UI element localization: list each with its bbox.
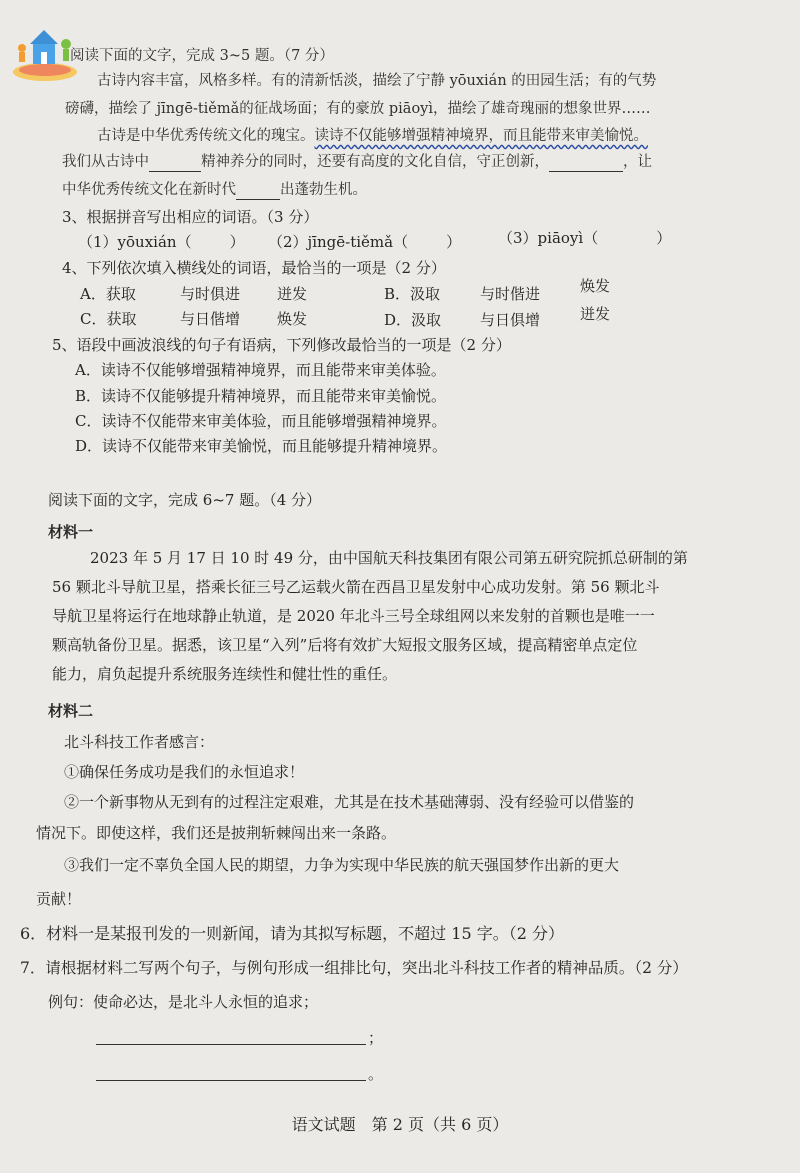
q7-line-end: ； xyxy=(368,1029,384,1047)
q7-answer-line-2[interactable] xyxy=(96,1080,366,1081)
q3-item-bracket: ） xyxy=(656,229,672,247)
material-2-quote: ①确保任务成功是我们的永恒追求！ xyxy=(64,763,305,781)
q4-option-a[interactable] xyxy=(80,283,308,304)
q4-option-d[interactable] xyxy=(384,305,611,330)
passage-text: 精神养分的同时，还要有高度的文化自信，守正创新， xyxy=(201,154,549,170)
material-1-line: 56 颗北斗导航卫星，搭乘长征三号乙运载火箭在西昌卫星发射中心成功发射。第 56 颗北斗 xyxy=(52,578,660,596)
q3-item-bracket: ） xyxy=(446,233,462,251)
passage-text: ，让 xyxy=(623,154,652,170)
q4-option-b[interactable] xyxy=(384,277,611,304)
material-1-line: 导航卫星将运行在地球静止轨道，是 2020 年北斗三号全球组网以来发射的首颗也是唯一一 xyxy=(52,607,655,625)
option-word: 焕发 xyxy=(580,277,611,295)
option-word: 焕发 xyxy=(277,310,308,328)
option-word: 与日俱增 xyxy=(480,311,541,329)
question-3-stem: 3、根据拼音写出相应的词语。（3 分） xyxy=(62,208,319,226)
q5-option-d[interactable]: D．读诗不仅能带来审美愉悦，而且能够提升精神境界。 xyxy=(75,437,448,455)
q7-answer-line-1[interactable] xyxy=(96,1044,366,1045)
option-word: 迸发 xyxy=(277,285,308,303)
section2-intro: 阅读下面的文字，完成 6~7 题。（4 分） xyxy=(48,491,322,509)
section1-intro: 阅读下面的文字，完成 3~5 题。（7 分） xyxy=(70,48,334,64)
material-1-line: 能力，肩负起提升系统服务连续性和健壮性的重任。 xyxy=(52,665,398,683)
q5-option-c[interactable]: C．读诗不仅能带来审美体验，而且能够增强精神境界。 xyxy=(75,412,447,430)
wavy-underlined-sentence: 读诗不仅能够增强精神境界，而且能带来审美愉悦。 xyxy=(314,128,648,144)
option-label: C．获取 xyxy=(80,310,137,328)
question-4-stem: 4、下列依次填入横线处的词语，最恰当的一项是（2 分） xyxy=(62,259,446,277)
material-2-quote: ②一个新事物从无到有的过程注定艰难，尤其是在技术基础薄弱、没有经验可以借鉴的 xyxy=(64,793,635,811)
option-label: D．汲取 xyxy=(384,311,442,329)
question-6-stem: 6．材料一是某报刊发的一则新闻，请为其拟写标题，不超过 15 字。（2 分） xyxy=(20,924,564,943)
q3-item-label: （3）piāoyì（ xyxy=(498,229,599,247)
fill-blank[interactable] xyxy=(549,155,623,172)
q7-example: 例句：使命必达，是北斗人永恒的追求； xyxy=(48,993,319,1011)
passage-text: 我们从古诗中 xyxy=(62,154,149,170)
passage-text: 中华优秀传统文化在新时代 xyxy=(62,182,236,198)
page-footer: 语文试题 第 2 页（共 6 页） xyxy=(291,1115,509,1134)
q3-item-bracket: ） xyxy=(229,233,245,251)
material-2-title: 材料二 xyxy=(48,702,94,720)
passage-line xyxy=(97,126,648,146)
fill-blank[interactable] xyxy=(236,183,280,200)
material-1-title: 材料一 xyxy=(48,523,94,541)
q3-item-2 xyxy=(268,232,461,252)
option-word: 与时偕进 xyxy=(480,285,541,303)
passage-line: 古诗内容丰富，风格多样。有的清新恬淡，描绘了宁静 yōuxián 的田园生活；有的气势 xyxy=(97,73,657,89)
question-5-stem: 5、语段中画波浪线的句子有语病，下列修改最恰当的一项是（2 分） xyxy=(52,336,511,354)
option-word: 与日偕增 xyxy=(180,310,241,328)
material-2-heading: 北斗科技工作者感言： xyxy=(64,733,215,751)
option-word: 与时俱进 xyxy=(180,285,241,303)
passage-line xyxy=(62,180,367,200)
option-word: 迸发 xyxy=(580,305,611,323)
passage-text: 出蓬勃生机。 xyxy=(280,182,367,198)
q3-item-1 xyxy=(78,232,245,252)
passage-text: 古诗是中华优秀传统文化的瑰宝。 xyxy=(97,128,315,144)
question-7-stem: 7．请根据材料二写两个句子，与例句形成一组排比句，突出北斗科技工作者的精神品质。（2 分） xyxy=(20,959,688,977)
q3-item-3 xyxy=(498,228,671,248)
q5-option-a[interactable]: A．读诗不仅能够增强精神境界，而且能带来审美体验。 xyxy=(75,361,446,379)
q3-item-label: （1）yōuxián（ xyxy=(78,233,192,251)
passage-line: 磅礴，描绘了 jīngē-tiěmǎ的征战场面；有的豪放 piāoyì，描绘了雄奇瑰丽的想象世界…… xyxy=(65,101,651,117)
passage-line xyxy=(62,152,652,172)
fill-blank[interactable] xyxy=(149,155,201,172)
material-1-line: 2023 年 5 月 17 日 10 时 49 分，由中国航天科技集团有限公司第五研究院抓总研制的第 xyxy=(90,549,688,567)
material-1-line: 颗高轨备份卫星。据悉，该卫星“入列”后将有效扩大短报文服务区域，提高精密单点定位 xyxy=(52,636,638,654)
option-label: B．汲取 xyxy=(384,285,441,303)
option-label: A．获取 xyxy=(80,285,136,303)
q7-line-end: 。 xyxy=(368,1065,384,1083)
q5-option-b[interactable]: B．读诗不仅能够提升精神境界，而且能带来审美愉悦。 xyxy=(75,387,447,405)
material-2-quote: 情况下。即使这样，我们还是披荆斩棘闯出来一条路。 xyxy=(36,824,397,842)
q4-option-c[interactable] xyxy=(80,308,308,329)
material-2-quote: ③我们一定不辜负全国人民的期望，力争为实现中华民族的航天强国梦作出新的更大 xyxy=(64,856,620,874)
material-2-quote: 贡献！ xyxy=(36,890,82,908)
q3-item-label: （2）jīngē-tiěmǎ（ xyxy=(268,233,409,251)
